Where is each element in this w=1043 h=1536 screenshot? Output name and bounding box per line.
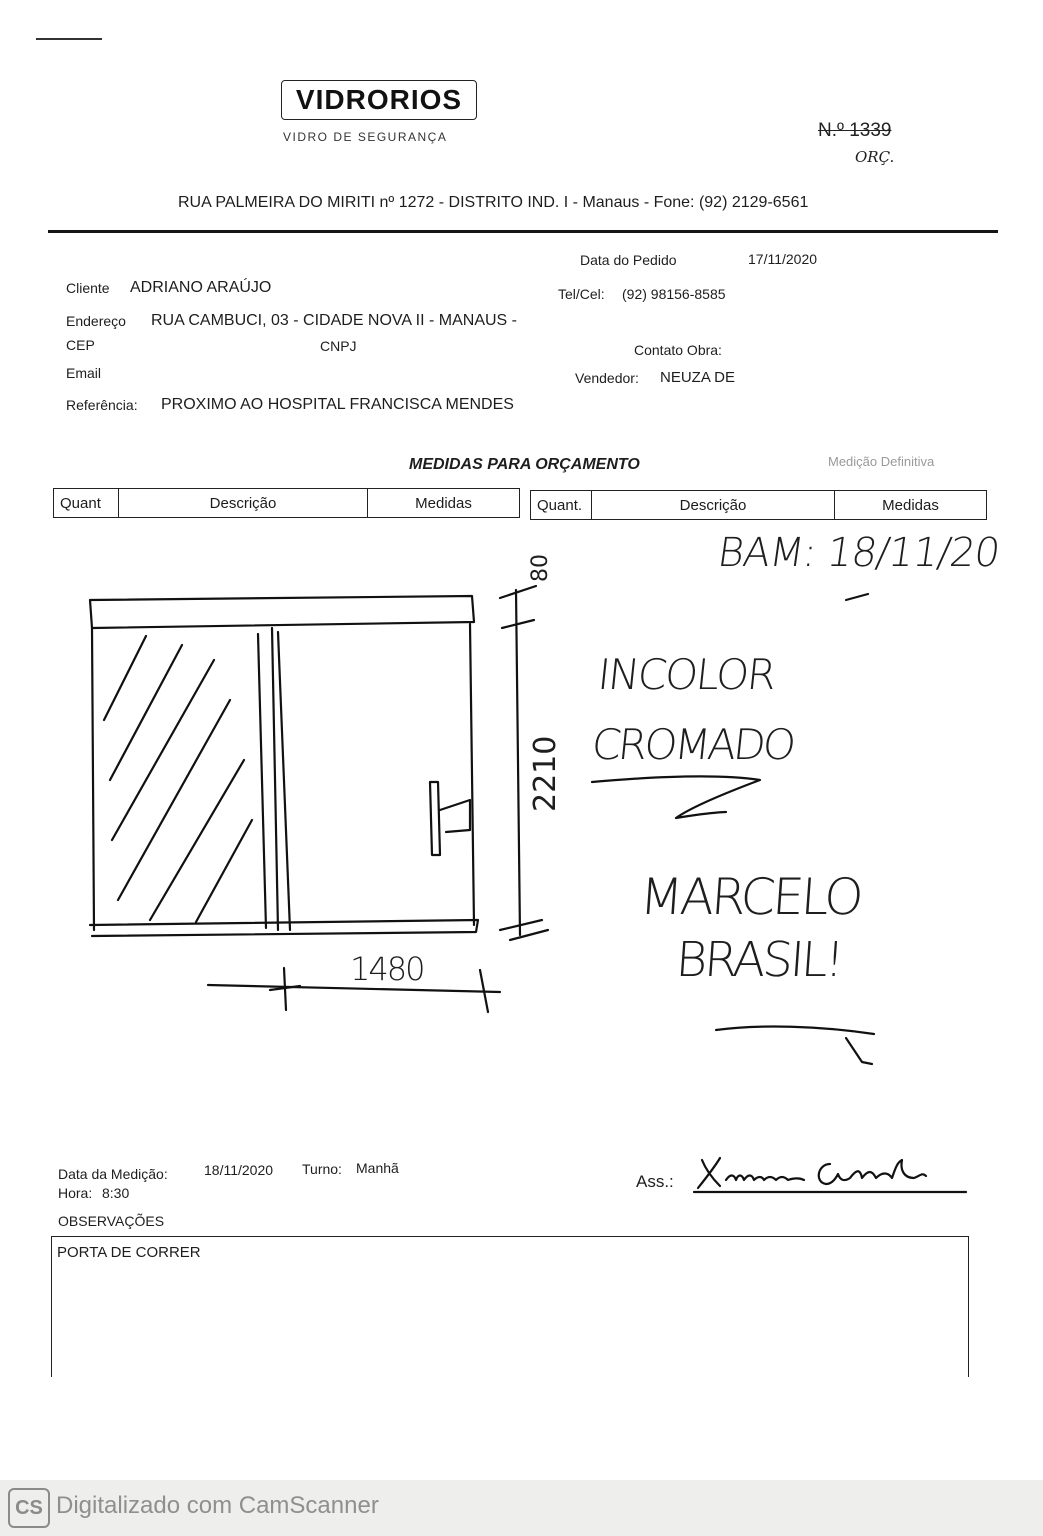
sketch-color-note: INCOLOR [595,650,777,699]
col-measures: Medidas [835,491,987,520]
measures-title: MEDIDAS PARA ORÇAMENTO [409,456,640,473]
reference-value: PROXIMO AO HOSPITAL FRANCISCA MENDES [161,396,514,413]
col-measures: Medidas [368,489,520,518]
company-tagline: VIDRO DE SEGURANÇA [283,130,448,144]
order-date-label: Data do Pedido [580,252,677,268]
seller-value: NEUZA DE [660,369,736,386]
hour-label: Hora: [58,1185,93,1201]
camscanner-text: Digitalizado com CamScanner [56,1492,379,1519]
scanner-footer [0,1480,1043,1536]
col-description: Descrição [119,489,368,518]
shift-label: Turno: [302,1161,342,1177]
address-label: Endereço [66,313,126,329]
sketch-top-gap: 80 [528,554,553,582]
seller-label: Vendedor: [575,370,639,386]
address-value: RUA CAMBUCI, 03 - CIDADE NOVA II - MANAUS - [151,312,517,329]
company-logo-text: VIDRORIOS [295,84,463,115]
measures-table-right [530,490,987,520]
sketch-height: 2210 [528,735,563,812]
sketch-name-line1: MARCELO [637,868,863,926]
signature [690,1150,970,1198]
cep-label: CEP [66,337,95,353]
cnpj-label: CNPJ [320,338,357,354]
observations-text: PORTA DE CORRER [57,1244,201,1261]
observations-box [51,1236,969,1377]
company-address: RUA PALMEIRA DO MIRITI nº 1272 - DISTRITO IND. I - Manaus - Fone: (92) 2129-6561 [178,194,809,211]
col-description: Descrição [592,491,835,520]
col-quant: Quant [54,489,119,518]
sketch-name-line2: BRASIL! [674,932,844,988]
reference-label: Referência: [66,397,138,413]
client-label: Cliente [66,280,110,296]
door-sketch [0,530,1043,1090]
observations-label: OBSERVAÇÕES [58,1213,165,1229]
measurement-date-value: 18/11/2020 [204,1162,274,1178]
corner-mark [36,38,102,40]
contact-label: Contato Obra: [634,342,722,358]
measurement-date-label: Data da Medição: [58,1166,168,1182]
col-quant: Quant. [531,491,592,520]
document-number: N.º 1339 [818,120,892,141]
order-date-value: 17/11/2020 [748,251,818,267]
shift-value: Manhã [356,1160,399,1176]
phone-label: Tel/Cel: [558,286,605,302]
measures-table-left [53,488,520,518]
client-value: ADRIANO ARAÚJO [130,279,272,296]
header-divider [48,230,998,233]
company-logo [281,80,477,120]
email-label: Email [66,365,102,381]
sketch-date-note: BAM: 18/11/20 [714,530,1003,576]
sketch-finish-note: CROMADO [589,720,796,769]
camscanner-icon: CS [8,1488,50,1528]
signature-label: Ass.: [636,1172,674,1191]
document-number-note: ORÇ. [855,148,895,166]
hour-value: 8:30 [102,1185,130,1201]
sketch-width: 1480 [350,950,424,988]
definitive-measure-label: Medição Definitiva [828,454,935,469]
phone-value: (92) 98156-8585 [622,286,726,302]
